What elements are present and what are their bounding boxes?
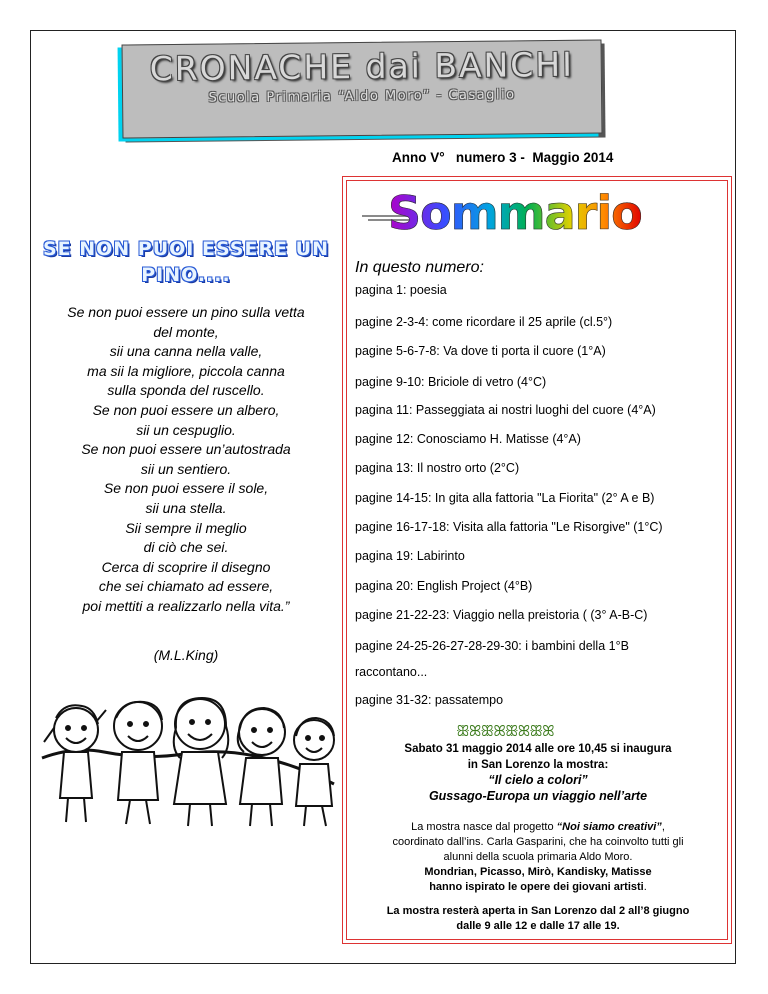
issue-line: Anno V° numero 3 - Maggio 2014 — [392, 150, 614, 165]
poem-line: ma sii la migliore, piccola canna — [87, 362, 285, 379]
exhibition-subtitle: Gussago-Europa un viaggio nell’arte — [428, 788, 648, 803]
poem-line: Se non puoi essere un’autostrada — [81, 441, 291, 458]
toc-item: pagina 13: Il nostro orto (2°C) — [355, 461, 520, 475]
exhibition-title: “Il cielo a colori” — [488, 773, 588, 787]
poem-line: sii un sentiero. — [140, 460, 232, 477]
toc-item: pagina 1: poesia — [355, 283, 447, 297]
toc-item: pagina 19: Labirinto — [355, 549, 465, 563]
poem-line: che sei chiamato ad essere, — [98, 578, 274, 595]
exhibition-announcement — [352, 742, 724, 804]
poem-body — [36, 303, 336, 617]
hours-line: La mostra resterà aperta in San Lorenzo dal 2 all’8 giugno — [386, 905, 690, 917]
poem-line: Se non puoi essere il sole, — [103, 480, 269, 497]
poem-line: del monte, — [153, 323, 219, 340]
poem-title-line-2: PINO.... — [141, 264, 231, 286]
newsletter-title: CRONACHE dai BANCHI — [149, 44, 575, 89]
poem-line: di ciò che sei. — [143, 539, 229, 556]
poem-line: sii una canna nella valle, — [109, 343, 263, 360]
toc-item: raccontano... — [355, 665, 428, 679]
toc-item: pagine 12: Conosciamo H. Matisse (4°A) — [355, 432, 581, 446]
project-name: “Noi siamo creativi” — [556, 821, 662, 833]
toc-item: pagine 5-6-7-8: Va dove ti porta il cuore (1°A) — [355, 344, 606, 358]
summary-intro: In questo numero: — [355, 259, 484, 276]
poem-title — [36, 236, 336, 288]
artists-line: hanno ispirato le opere dei giovani artisti — [429, 881, 644, 893]
artists-line: Mondrian, Picasso, Mirò, Kandisky, Matisse — [424, 866, 652, 878]
newsletter-subtitle: Scuola Primaria “Aldo Moro” - Casaglio — [208, 87, 516, 106]
toc-item: pagine 31-32: passatempo — [355, 693, 504, 707]
poem-line: Sii sempre il meglio — [125, 519, 247, 536]
poem-author: (M.L.King) — [153, 647, 219, 663]
description-text: , — [661, 821, 665, 833]
poem-line: Se non puoi essere un pino sulla vetta — [67, 304, 305, 320]
toc-item: pagine 14-15: In gita alla fattoria "La Fiorita" (2° A e B) — [355, 491, 655, 505]
announcement-line: in San Lorenzo la mostra: — [467, 758, 609, 771]
poem-line: sulla sponda del ruscello. — [107, 382, 265, 399]
poem-line: poi mettiti a realizzarlo nella vita.” — [82, 597, 290, 614]
toc-item: pagine 2-3-4: come ricordare il 25 aprile (cl.5°) — [355, 315, 613, 329]
hours-line: dalle 9 alle 12 e dalle 17 alle 19. — [456, 920, 620, 932]
description-text: . — [643, 881, 647, 893]
summary-title: Sommario — [388, 186, 642, 240]
toc-item: pagina 20: English Project (4°B) — [355, 579, 533, 593]
toc-item: pagine 21-22-23: Viaggio nella preistoria ( (3° A-B-C) — [355, 608, 648, 622]
announcement-line: Sabato 31 maggio 2014 alle ore 10,45 si inaugura — [404, 743, 672, 755]
flourish-divider: ꕥꕤꕥꕤꕥꕤꕥꕤ — [456, 723, 554, 740]
exhibition-hours — [352, 904, 724, 934]
description-text: alunni della scuola primaria Aldo Moro. — [443, 851, 633, 863]
exhibition-description — [352, 820, 724, 895]
toc-item: pagine 24-25-26-27-28-29-30: i bambini della 1°B — [355, 639, 629, 653]
poem-line: Se non puoi essere un albero, — [92, 401, 280, 418]
toc-item: pagine 16-17-18: Visita alla fattoria "Le Risorgive" (1°C) — [355, 520, 663, 534]
description-text: coordinato dall’ins. Carla Gasparini, che ha coinvolto tutti gli — [392, 836, 684, 848]
poem-line: sii una stella. — [145, 499, 227, 516]
children-illustration — [34, 688, 344, 828]
poem-title-line-1: SE NON PUOI ESSERE UN — [42, 238, 330, 260]
masthead — [122, 39, 603, 138]
toc-item: pagine 9-10: Briciole di vetro (4°C) — [355, 375, 547, 389]
poem-line: sii un cespuglio. — [136, 421, 236, 438]
poem-line: Cerca di scoprire il disegno — [101, 558, 271, 575]
description-text: La mostra nasce dal progetto — [411, 821, 557, 833]
toc-item: pagina 11: Passeggiata ai nostri luoghi del cuore (4°A) — [355, 403, 656, 417]
